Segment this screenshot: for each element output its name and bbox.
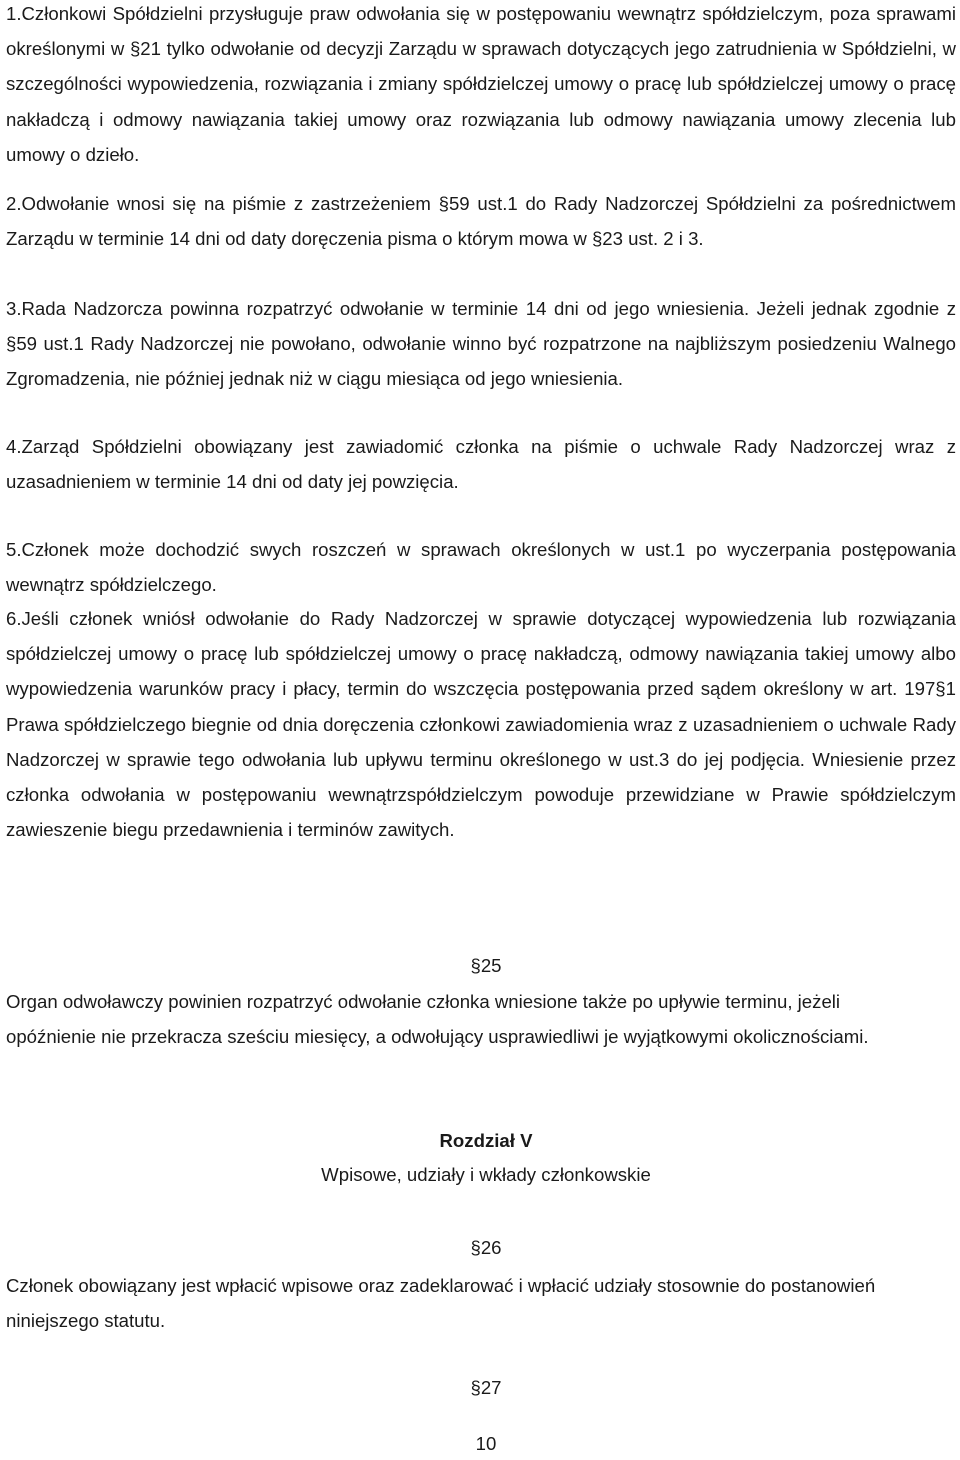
section-26-text: Członek obowiązany jest wpłacić wpisowe oraz zadeklarować i wpłacić udziały stosownie do postanowień niniejszego statutu. [6,1275,876,1332]
chapter-subtitle: Wpisowe, udziały i wkłady członkowskie [321,1164,651,1185]
paragraph-2: 2.Odwołanie wnosi się na piśmie z zastrzeżeniem §59 ust.1 do Rady Nadzorczej Spółdzielni za pośrednictwem Zarządu w terminie 14 dni od daty doręczenia pisma o którym mowa w §23 ust. 2 i 3. [6,193,956,250]
section-25-text: Organ odwoławczy powinien rozpatrzyć odwołanie członka wniesione także po upływie terminu, jeżeli opóźnienie nie przekracza sześciu miesięcy, a odwołujący usprawiedliwi je wyjątkowymi okolicznościami. [6,991,869,1048]
chapter-title: Rozdział V [439,1130,533,1151]
paragraph-4: 4.Zarząd Spółdzielni obowiązany jest zawiadomić członka na piśmie o uchwale Rady Nadzorczej wraz z uzasadnieniem w terminie 14 dni od daty jej powzięcia. [6,436,956,493]
paragraph-1: 1.Członkowi Spółdzielni przysługuje praw odwołania się w postępowaniu wewnątrz spółdzielczym, poza sprawami określonymi w §21 tylko odwołanie od decyzji Zarządu w sprawach dotyczących jego zatrudnienia w Spółdzielni, w szczególności wypowiedzenia, rozwiązania i zmiany spółdzielczej umowy o pracę lub spółdzielczej umowy o pracę nakładczą i odmowy nawiązania takiej umowy oraz rozwiązania lub odmowy nawiązania umowy zlecenia lub umowy o dzieło. [6,3,956,165]
paragraph-5: 5.Członek może dochodzić swych roszczeń w sprawach określonych w ust.1 po wyczerpania postępowania wewnątrz spółdzielczego. [6,539,956,596]
section-27-heading: §27 [470,1377,502,1398]
page-number: 10 [475,1433,497,1454]
section-26-heading: §26 [470,1237,502,1258]
paragraph-3: 3.Rada Nadzorcza powinna rozpatrzyć odwołanie w terminie 14 dni od jego wniesienia. Jeżeli jednak zgodnie z §59 ust.1 Rady Nadzorczej nie powołano, odwołanie winno być rozpatrzone na najbliższym posiedzeniu Walnego Zgromadzenia, nie później jednak niż w ciągu miesiąca od jego wniesienia. [6,298,956,390]
section-25-heading: §25 [470,955,502,976]
paragraph-6: 6.Jeśli członek wniósł odwołanie do Rady Nadzorczej w sprawie dotyczącej wypowiedzenia lub rozwiązania spółdzielczej umowy o pracę lub spółdzielczej umowy o pracę nakładczą, odmowy nawiązania takiej umowy albo wypowiedzenia warunków pracy i płacy, termin do wszczęcia postępowania przed sądem określony w art. 197§1 Prawa spółdzielczego biegnie od dnia doręczenia członkowi zawiadomienia wraz z uzasadnieniem o uchwale Rady Nadzorczej w sprawie tego odwołania lub upływu terminu określonego w ust.3 do jej podjęcia. Wniesienie przez członka odwołania w postępowaniu wewnątrzspółdzielczym powoduje przewidziane w Prawie spółdzielczym zawieszenie biegu przedawnienia i terminów zawitych. [6,608,956,841]
